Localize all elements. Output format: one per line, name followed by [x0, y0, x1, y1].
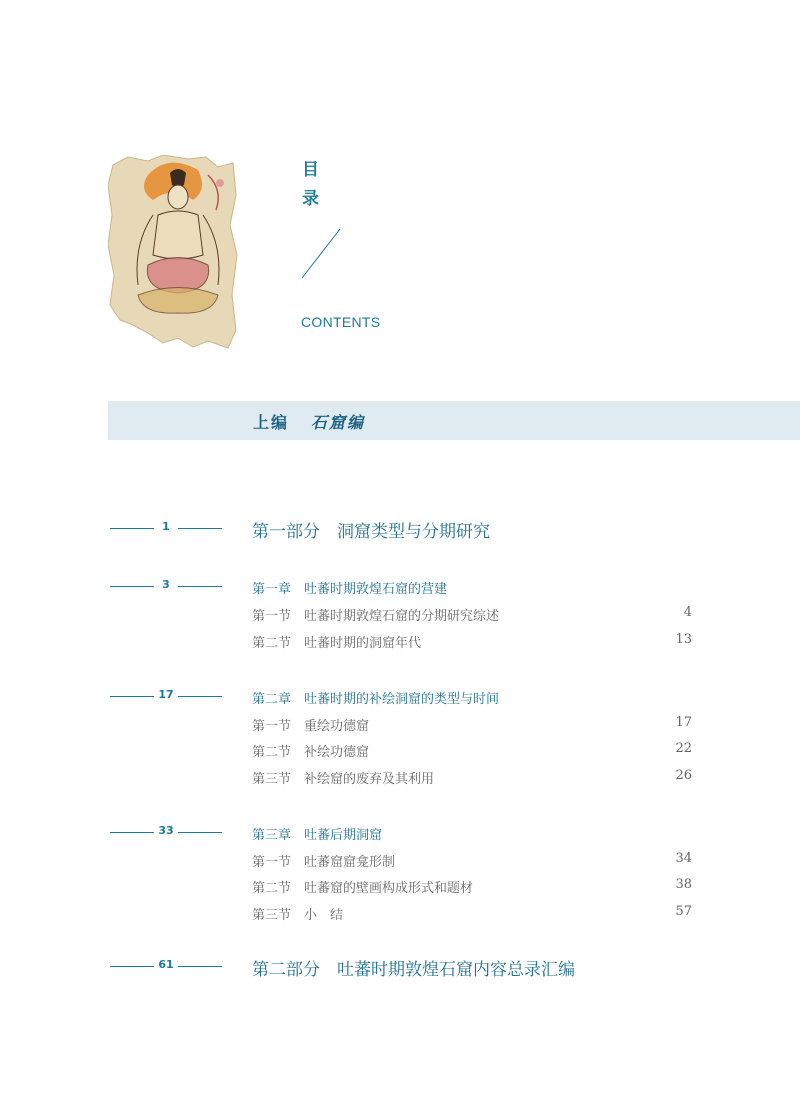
volume-label: 上编	[253, 413, 290, 432]
part2-title[interactable]: 第二部分 吐蕃时期敦煌石窟内容总录汇编	[252, 960, 575, 980]
bodhisattva-fragment-image	[108, 155, 238, 350]
ch3-section-2-page: 38	[675, 877, 692, 892]
ch2-section-1[interactable]: 第一节 重绘功德窟	[252, 719, 370, 734]
ch2-section-3-page: 26	[675, 768, 692, 783]
ch3-section-3-page: 57	[675, 904, 692, 919]
ch3-section-3[interactable]: 第三节 小 结	[252, 908, 344, 923]
ch1-section-1[interactable]: 第一节 吐蕃时期敦煌石窟的分期研究综述	[252, 609, 500, 624]
ch2-section-2[interactable]: 第二节 补绘功德窟	[252, 745, 370, 760]
chapter3-title[interactable]: 第三章 吐蕃后期洞窟	[252, 828, 383, 843]
ch1-section-1-page: 4	[683, 605, 692, 620]
ch2-section-2-page: 22	[675, 741, 692, 756]
ch1-section-2-page: 13	[675, 632, 692, 647]
toc-title-char-2: 录	[302, 189, 319, 209]
chapter2-title[interactable]: 第二章 吐蕃时期的补绘洞窟的类型与时间	[252, 692, 500, 707]
page-marker-ch2: 17	[110, 689, 222, 703]
ch2-section-1-page: 17	[675, 715, 692, 730]
volume-heading	[253, 410, 365, 433]
part1-title[interactable]: 第一部分 洞窟类型与分期研究	[252, 522, 490, 542]
ch3-section-2[interactable]: 第二节 吐蕃窟的壁画构成形式和题材	[252, 881, 474, 896]
chapter1-title[interactable]: 第一章 吐蕃时期敦煌石窟的营建	[252, 582, 448, 597]
page-marker-ch3: 33	[110, 825, 222, 839]
volume-title: 石窟编	[311, 413, 366, 432]
toc-title-char-1: 目	[302, 160, 319, 180]
ch2-section-3[interactable]: 第三节 补绘窟的废弃及其利用	[252, 772, 435, 787]
ch3-section-1-page: 34	[675, 851, 692, 866]
ch1-section-2[interactable]: 第二节 吐蕃时期的洞窟年代	[252, 636, 422, 651]
divider-slash	[300, 228, 342, 280]
page-marker-part1: 1	[110, 521, 222, 535]
contents-label: CONTENTS	[301, 314, 381, 330]
ch3-section-1[interactable]: 第一节 吐蕃窟窟龛形制	[252, 855, 396, 870]
volume-band	[108, 401, 800, 440]
page-marker-ch1: 3	[110, 579, 222, 593]
page-marker-part2: 61	[110, 959, 222, 973]
